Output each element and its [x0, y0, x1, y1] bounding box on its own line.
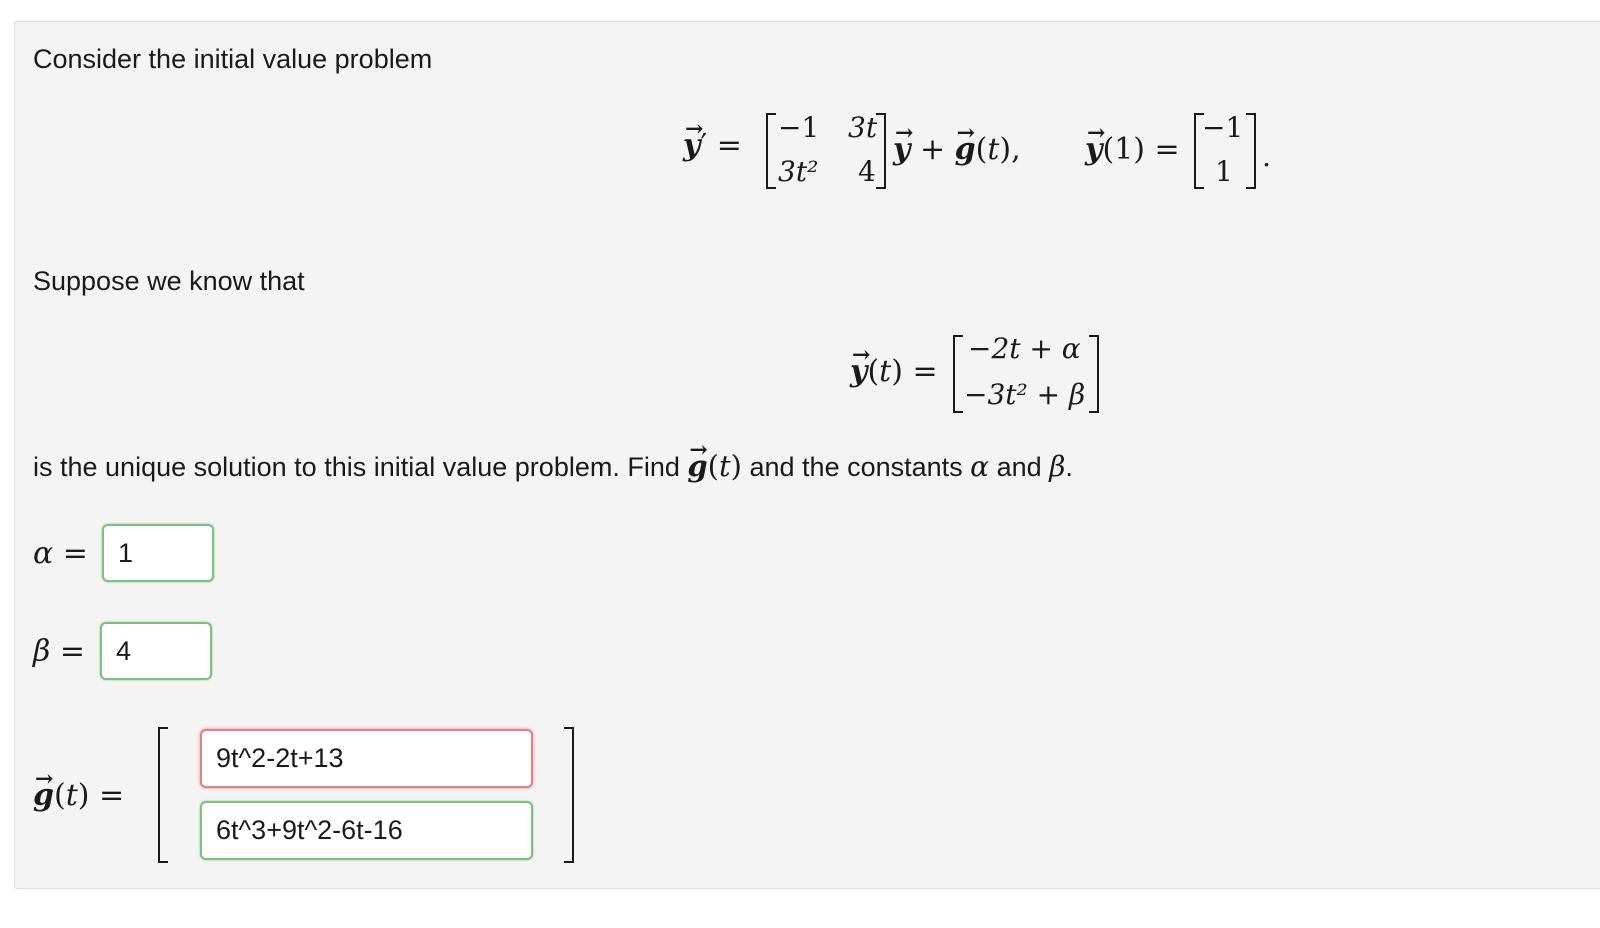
- solution-left-bracket: [953, 335, 963, 413]
- g-row2-input[interactable]: [200, 801, 533, 860]
- ode-rhs-terms: → y + → g(t),: [893, 132, 1021, 167]
- solution-lhs: → y(t) =: [850, 354, 938, 389]
- matrix-a22: 4: [858, 155, 876, 188]
- initial-condition-lhs: → y(1) =: [1085, 132, 1180, 167]
- g-of-t-label: → g(t) =: [33, 778, 124, 813]
- g-of-t-inline: → g(t): [687, 449, 742, 483]
- ic-row1: −1: [1202, 111, 1244, 144]
- ic-row2: 1: [1215, 155, 1233, 188]
- ic-period: .: [1262, 140, 1271, 173]
- matrix-a21: 3t²: [778, 155, 819, 188]
- matrix-a11: −1: [778, 111, 820, 144]
- find-middle: and the constants: [749, 452, 963, 482]
- beta-input[interactable]: [100, 622, 212, 680]
- solution-row2: −3t² + β: [964, 378, 1086, 411]
- y-prime-lhs: → y′ =: [683, 128, 742, 163]
- find-prefix: is the unique solution to this initial value problem. Find: [33, 452, 680, 482]
- beta-label: β =: [33, 634, 86, 669]
- alpha-symbol: α: [970, 450, 990, 483]
- alpha-input[interactable]: [102, 524, 214, 582]
- find-sentence: is the unique solution to this initial value problem. Find → g(t) and the constants α and β.: [33, 449, 1073, 483]
- matrix-right-bracket: [876, 113, 886, 189]
- find-and: and: [996, 452, 1042, 482]
- suppose-text: Suppose we know that: [33, 266, 305, 296]
- matrix-left-bracket: [766, 113, 776, 189]
- g-left-bracket: [158, 727, 168, 863]
- alpha-label: α =: [33, 536, 88, 571]
- ic-right-bracket: [1246, 113, 1256, 189]
- g-row1-input[interactable]: [200, 729, 533, 788]
- matrix-a12: 3t: [848, 111, 878, 144]
- intro-text: Consider the initial value problem: [33, 44, 433, 74]
- g-right-bracket: [564, 727, 574, 863]
- solution-row1: −2t + α: [968, 332, 1081, 365]
- beta-symbol: β: [1049, 450, 1066, 483]
- solution-right-bracket: [1089, 335, 1099, 413]
